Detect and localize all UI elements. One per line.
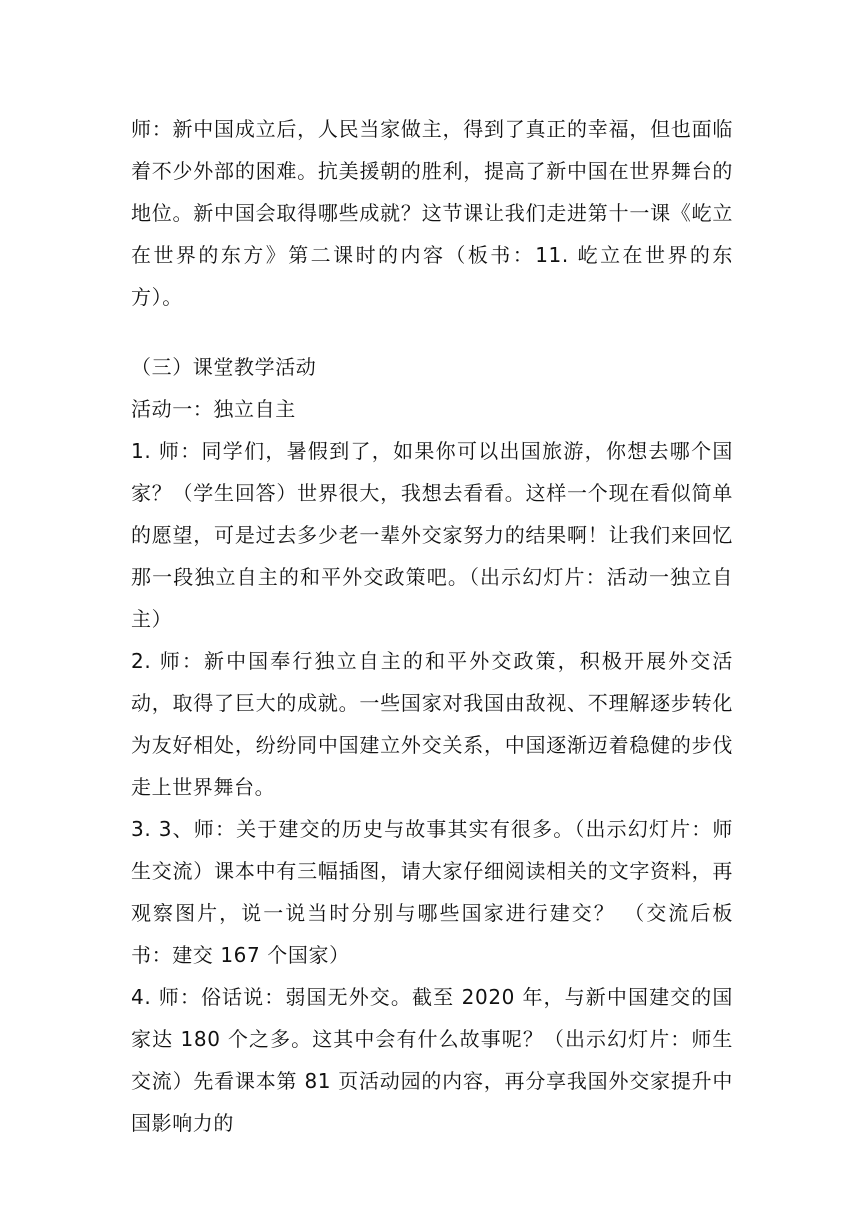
activity-heading: 活动一：独立自主 (131, 397, 296, 421)
list-item-3: 3. 3、师：关于建交的历史与故事其实有很多。（出示幻灯片：师生交流）课本中有三幅插图，请大家仔细阅读相关的文字资料，再观察图片，说一说当时分别与哪些国家进行建交？ （交流后板书：建交 167 个国家） (131, 817, 733, 967)
list-item-2: 2. 师：新中国奉行独立自主的和平外交政策，积极开展外交活动，取得了巨大的成就。一些国家对我国由敌视、不理解逐步转化为友好相处，纷纷同中国建立外交关系，中国逐渐迈着稳健的步伐走上世界舞台。 (131, 649, 733, 799)
list-item-4: 4. 师：俗话说：弱国无外交。截至 2020 年，与新中国建交的国家达 180 个之多。这其中会有什么故事呢？（出示幻灯片：师生交流）先看课本第 81 页活动园的内容，再分享我国外交家提升中国影响力的 (131, 985, 733, 1135)
intro-paragraph: 师：新中国成立后，人民当家做主，得到了真正的幸福，但也面临着不少外部的困难。抗美援朝的胜利，提高了新中国在世界舞台的地位。新中国会取得哪些成就？这节课让我们走进第十一课《屹立在世界的东方》第二课时的内容（板书：11. 屹立在世界的东方）。 (131, 117, 733, 309)
paragraph-spacer (131, 318, 733, 346)
document-body (131, 108, 733, 1144)
list-item-1: 1. 师：同学们，暑假到了，如果你可以出国旅游，你想去哪个国家？（学生回答）世界很大，我想去看看。这样一个现在看似简单的愿望，可是过去多少老一辈外交家努力的结果啊！让我们来回忆那一段独立自主的和平外交政策吧。（出示幻灯片：活动一独立自主） (131, 439, 733, 631)
section-heading: （三）课堂教学活动 (131, 355, 317, 379)
